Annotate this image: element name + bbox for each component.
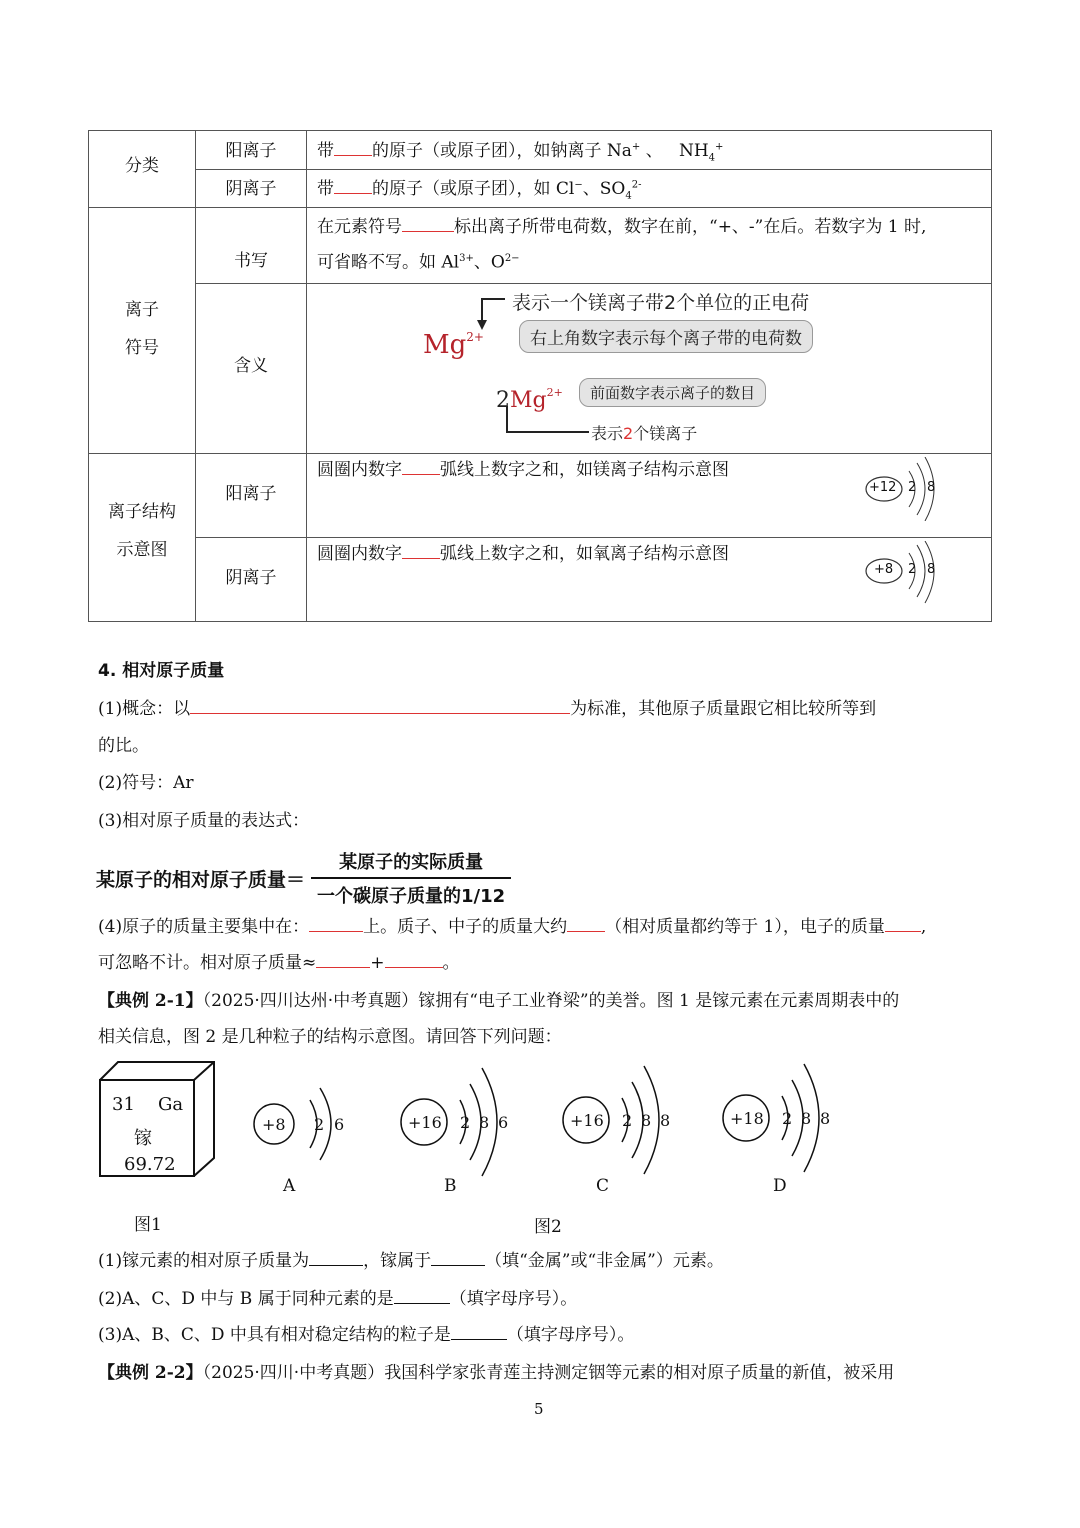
fig1-caption: 图1 bbox=[134, 1215, 162, 1235]
text-segment: 的原子（或原子团），如钠离子 Na bbox=[372, 141, 632, 161]
callout-charge: 右上角数字表示每个离子带的电荷数 bbox=[519, 320, 813, 353]
particle-a-structure bbox=[252, 1074, 372, 1174]
particle-b-structure bbox=[398, 1062, 528, 1182]
example-2-1-line-2: 相关信息，图 2 是几种粒子的结构示意图。请回答下列问题： bbox=[98, 1027, 562, 1047]
shell-electrons: 2 bbox=[460, 1113, 471, 1132]
text-segment: 上。质子、中子的质量大约 bbox=[363, 917, 568, 937]
question-2 bbox=[98, 1284, 577, 1309]
text-segment: 个镁离子 bbox=[633, 424, 698, 443]
classify-cation-text bbox=[317, 136, 987, 163]
text-segment: 在元素符号 bbox=[317, 217, 402, 237]
text-segment: ，镓属于 bbox=[363, 1251, 432, 1271]
classify-anion-label: 阴离子 bbox=[225, 179, 277, 199]
question-3 bbox=[98, 1320, 634, 1345]
question-1 bbox=[98, 1246, 724, 1271]
symbol-label bbox=[89, 291, 195, 367]
nucleus-charge: +16 bbox=[408, 1113, 442, 1132]
symbol-label-line: 符号 bbox=[125, 338, 159, 358]
text-segment: (2)A、C、D 中与 B 属于同种元素的是 bbox=[98, 1289, 394, 1309]
shell-electrons: 8 bbox=[479, 1113, 490, 1132]
answer-blank bbox=[316, 950, 370, 968]
text-segment: （2025·四川·中考真题）我国科学家张青莲主持测定铟等元素的相对原子质量的新值，被采用 bbox=[202, 1363, 895, 1383]
structure-cation-label: 阳离子 bbox=[225, 484, 277, 504]
shell-electrons: 8 bbox=[820, 1109, 831, 1128]
relative-mass-formula bbox=[96, 848, 511, 908]
text-segment: (3)A、B、C、D 中具有相对稳定结构的粒子是 bbox=[98, 1325, 451, 1345]
nucleus-charge: +8 bbox=[262, 1115, 286, 1134]
formula-numerator: 某原子的实际质量 bbox=[339, 852, 484, 873]
text-segment: （填字母序号）。 bbox=[506, 1325, 635, 1345]
particle-a-label: A bbox=[283, 1176, 296, 1196]
text-segment: 标出离子所带电荷数，数字在前，“+、-”在后。若数字为 1 时, bbox=[454, 217, 927, 237]
text-segment: + bbox=[370, 953, 385, 973]
text-segment: 的原子（或原子团），如 Cl bbox=[372, 179, 575, 199]
coefficient: 2 bbox=[496, 388, 510, 413]
nucleus-charge: +8 bbox=[874, 562, 894, 577]
page-number: 5 bbox=[534, 1400, 544, 1418]
superscript: + bbox=[715, 141, 724, 153]
symbol-label-line: 离子 bbox=[125, 300, 159, 320]
text-segment: , bbox=[920, 917, 927, 937]
answer-blank bbox=[334, 138, 372, 156]
mass-line-1 bbox=[98, 912, 926, 937]
answer-blank bbox=[402, 214, 454, 232]
text-segment: 、SO bbox=[582, 179, 626, 199]
text-segment: 带 bbox=[317, 179, 334, 199]
text-segment: NH bbox=[678, 141, 709, 161]
text-segment: （2025·四川达州·中考真题）镓拥有“电子工业脊梁”的美誉。图 1 是镓元素在元素周期表中的 bbox=[202, 991, 900, 1011]
text-segment: 弧线上数字之和，如镁离子结构示意图 bbox=[440, 460, 729, 480]
text-segment: 。 bbox=[442, 953, 460, 973]
superscript: − bbox=[574, 179, 583, 191]
answer-blank bbox=[309, 1248, 363, 1266]
element-name: 镓 bbox=[134, 1128, 152, 1149]
answer-blank bbox=[190, 696, 570, 714]
shell-electrons: 8 bbox=[641, 1111, 652, 1130]
mg-text: Mg bbox=[423, 330, 467, 360]
writing-text bbox=[317, 211, 989, 279]
example-2-1-line-1 bbox=[98, 986, 899, 1011]
classify-label: 分类 bbox=[125, 156, 159, 176]
text-segment: (1)镓元素的相对原子质量为 bbox=[98, 1251, 310, 1271]
shell-electrons: 6 bbox=[334, 1115, 345, 1134]
answer-blank bbox=[385, 950, 443, 968]
example-tag: 【典例 2-2】 bbox=[98, 1363, 203, 1383]
mass-line-2 bbox=[98, 948, 460, 973]
particle-c-structure bbox=[560, 1060, 690, 1180]
mg-ion-structure bbox=[865, 457, 945, 521]
answer-blank bbox=[334, 176, 372, 194]
superscript: + bbox=[631, 141, 641, 153]
shell-electrons: 2 bbox=[622, 1111, 633, 1130]
superscript: 3+ bbox=[459, 253, 474, 264]
mg2-symbol bbox=[496, 386, 563, 413]
shell-electrons: 2 bbox=[782, 1109, 793, 1128]
table-divider bbox=[195, 537, 991, 538]
mg-symbol bbox=[423, 330, 484, 360]
subscript: 4 bbox=[708, 152, 716, 164]
shell-electrons: 2 bbox=[908, 480, 917, 495]
table-divider bbox=[195, 169, 991, 170]
text-segment: 带 bbox=[317, 141, 334, 161]
particle-d-structure bbox=[720, 1058, 850, 1178]
answer-blank bbox=[402, 541, 440, 559]
mg-top-note: 表示一个镁离子带2个单位的正电荷 bbox=[512, 292, 810, 314]
symbol-line: (2)符号：Ar bbox=[98, 773, 194, 793]
mg-ion-diagram bbox=[307, 284, 991, 452]
text-segment: 圆圈内数字 bbox=[317, 544, 402, 564]
fig2-caption: 图2 bbox=[534, 1217, 562, 1237]
expression-line: (3)相对原子质量的表达式： bbox=[98, 811, 310, 831]
text-segment: 表示 bbox=[591, 424, 624, 443]
text-segment: （填字母序号）。 bbox=[449, 1289, 578, 1309]
formula-fraction bbox=[311, 848, 511, 908]
text-segment: 可忽略不计。相对原子质量≈ bbox=[98, 953, 317, 973]
structure-anion-text bbox=[317, 539, 729, 564]
text-segment: 为标准，其他原子质量跟它相比较所等到 bbox=[570, 699, 877, 719]
answer-blank bbox=[309, 914, 363, 932]
section-heading: 4. 相对原子质量 bbox=[98, 661, 225, 681]
particle-b-label: B bbox=[444, 1176, 457, 1196]
example-tag: 【典例 2-1】 bbox=[98, 991, 203, 1011]
classify-anion-text bbox=[317, 174, 987, 201]
answer-blank bbox=[431, 1248, 485, 1266]
text-segment: 、 bbox=[645, 141, 663, 161]
shell-electrons: 8 bbox=[660, 1111, 671, 1130]
text-segment: （填“金属”或“非金属”）元素。 bbox=[485, 1251, 724, 1271]
text-segment: (4)原子的质量主要集中在： bbox=[98, 917, 310, 937]
concept-line bbox=[98, 694, 876, 719]
shell-electrons: 8 bbox=[927, 480, 936, 495]
o-ion-structure bbox=[865, 541, 945, 605]
answer-blank bbox=[394, 1286, 450, 1304]
answer-blank bbox=[885, 914, 921, 932]
meaning-label: 含义 bbox=[234, 356, 268, 376]
element-symbol: Ga bbox=[158, 1094, 184, 1115]
example-2-2-line bbox=[98, 1358, 894, 1383]
formula-lhs: 某原子的相对原子质量＝ bbox=[96, 868, 306, 891]
shell-electrons: 8 bbox=[801, 1109, 812, 1128]
answer-blank bbox=[567, 914, 605, 932]
superscript: 2− bbox=[504, 253, 520, 264]
table-divider bbox=[89, 453, 991, 454]
text-segment: 2 bbox=[623, 424, 634, 443]
atomic-mass: 69.72 bbox=[124, 1154, 176, 1175]
classify-cation-label: 阳离子 bbox=[225, 141, 277, 161]
writing-label: 书写 bbox=[234, 251, 268, 271]
table-divider bbox=[195, 131, 196, 621]
callout-count: 前面数字表示离子的数目 bbox=[579, 378, 766, 407]
superscript: 2+ bbox=[546, 386, 563, 399]
text-segment: 弧线上数字之和，如氧离子结构示意图 bbox=[440, 544, 729, 564]
nucleus-charge: +18 bbox=[730, 1109, 764, 1128]
text-segment: (1)概念：以 bbox=[98, 699, 191, 719]
shell-electrons: 2 bbox=[314, 1115, 325, 1134]
text-segment: （相对质量都约等于 1），电子的质量 bbox=[605, 917, 885, 937]
mg-text: Mg bbox=[510, 388, 547, 413]
text-segment: 可省略不写。如 Al bbox=[317, 252, 460, 273]
ion-table bbox=[88, 130, 992, 622]
concept-line-2: 的比。 bbox=[98, 736, 149, 756]
answer-blank bbox=[451, 1322, 507, 1340]
answer-blank bbox=[402, 457, 440, 475]
structure-label-line: 离子结构 bbox=[108, 502, 176, 522]
shell-electrons: 2 bbox=[908, 562, 917, 577]
shell-electrons: 6 bbox=[498, 1113, 509, 1132]
formula-denominator: 一个碳原子质量的1/12 bbox=[311, 877, 511, 908]
structure-label bbox=[89, 493, 195, 569]
superscript: 2- bbox=[631, 179, 642, 191]
superscript: 2+ bbox=[466, 330, 484, 344]
structure-anion-label: 阴离子 bbox=[225, 568, 277, 588]
nucleus-charge: +12 bbox=[869, 480, 897, 495]
shell-electrons: 8 bbox=[927, 562, 936, 577]
mg-bottom-note bbox=[591, 421, 697, 444]
gallium-element-card bbox=[98, 1060, 218, 1180]
table-divider bbox=[89, 207, 991, 208]
nucleus-charge: +16 bbox=[570, 1111, 604, 1130]
structure-label-line: 示意图 bbox=[116, 540, 168, 560]
structure-cation-text bbox=[317, 455, 729, 480]
text-segment: 、O bbox=[473, 252, 505, 273]
text-segment: 圆圈内数字 bbox=[317, 460, 402, 480]
particle-d-label: D bbox=[773, 1176, 787, 1196]
subscript: 4 bbox=[625, 190, 632, 202]
particle-c-label: C bbox=[596, 1176, 610, 1196]
atomic-number: 31 bbox=[112, 1094, 135, 1115]
